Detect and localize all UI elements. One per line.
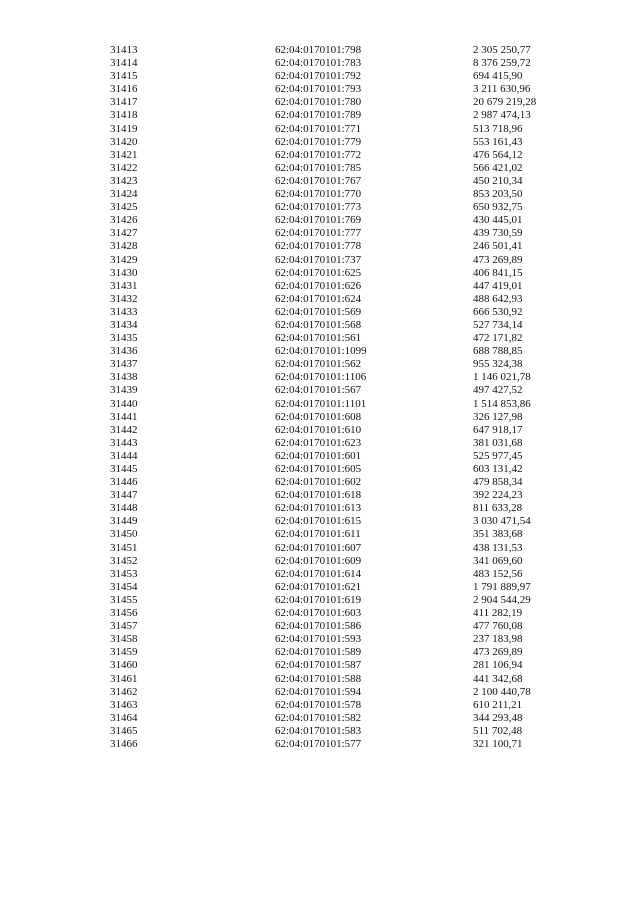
row-number-cell: 31414 — [110, 57, 138, 70]
cadastral-number-cell: 62:04:0170101:767 — [275, 174, 362, 187]
cadastral-value-cell: 497 427,52 — [473, 384, 523, 397]
row-number-cell: 31464 — [110, 711, 138, 724]
cadastral-number-cell: 62:04:0170101:626 — [275, 279, 362, 292]
table-row — [110, 463, 570, 476]
table-row — [110, 607, 570, 620]
table-row — [110, 489, 570, 502]
row-number-cell: 31445 — [110, 463, 138, 475]
row-number-cell: 31428 — [110, 240, 138, 253]
cadastral-value-cell: 955 324,38 — [473, 358, 523, 371]
table-row — [110, 123, 570, 136]
row-number-cell: 31437 — [110, 358, 138, 371]
cadastral-value-cell: 688 788,85 — [473, 345, 523, 358]
cadastral-value-cell: 351 383,68 — [473, 528, 523, 541]
cadastral-value-cell: 281 106,94 — [473, 659, 523, 672]
cadastral-value-cell: 8 376 259,72 — [473, 57, 531, 70]
cadastral-number-cell: 62:04:0170101:780 — [275, 96, 362, 109]
cadastral-value-cell: 511 702,48 — [473, 724, 523, 737]
cadastral-number-cell: 62:04:0170101:578 — [275, 698, 362, 711]
row-number-cell: 31451 — [110, 541, 138, 554]
cadastral-value-cell: 610 211,21 — [473, 698, 523, 711]
cadastral-value-cell: 694 415,90 — [473, 70, 523, 83]
cadastral-value-cell: 381 031,68 — [473, 436, 523, 449]
cadastral-value-cell: 3 030 471,54 — [473, 515, 531, 528]
table-row — [110, 70, 570, 83]
cadastral-value-cell: 603 131,42 — [473, 463, 523, 475]
cadastral-number-cell: 62:04:0170101:618 — [275, 489, 362, 502]
cadastral-value-cell: 2 987 474,13 — [473, 109, 531, 122]
cadastral-value-cell: 473 269,89 — [473, 253, 523, 266]
cadastral-value-cell: 476 564,12 — [473, 148, 523, 161]
table-row — [110, 214, 570, 227]
cadastral-value-cell: 483 152,56 — [473, 567, 523, 580]
row-number-cell: 31420 — [110, 135, 138, 148]
cadastral-number-cell: 62:04:0170101:562 — [275, 358, 362, 371]
cadastral-value-cell: 321 100,71 — [473, 737, 523, 750]
row-number-cell: 31416 — [110, 83, 138, 96]
table-row — [110, 411, 570, 424]
row-number-cell: 31462 — [110, 685, 138, 698]
table-row — [110, 162, 570, 175]
cadastral-value-cell: 3 211 630,96 — [473, 83, 531, 96]
cadastral-number-cell: 62:04:0170101:601 — [275, 449, 362, 462]
cadastral-number-cell: 62:04:0170101:605 — [275, 463, 362, 475]
table-row — [110, 502, 570, 515]
cadastral-number-cell: 62:04:0170101:773 — [275, 201, 362, 214]
cadastral-value-cell: 488 642,93 — [473, 292, 523, 305]
table-row — [110, 57, 570, 70]
cadastral-value-cell: 237 183,98 — [473, 633, 523, 646]
table-row — [110, 44, 570, 57]
table-row — [110, 725, 570, 738]
table-row — [110, 594, 570, 607]
table-row — [110, 738, 570, 751]
row-number-cell: 31433 — [110, 305, 138, 318]
cadastral-number-cell: 62:04:0170101:577 — [275, 737, 362, 750]
row-number-cell: 31460 — [110, 659, 138, 672]
row-number-cell: 31421 — [110, 148, 138, 161]
row-number-cell: 31418 — [110, 109, 138, 122]
cadastral-number-cell: 62:04:0170101:608 — [275, 410, 362, 423]
table-row — [110, 358, 570, 371]
table-row — [110, 568, 570, 581]
cadastral-value-cell: 1 791 889,97 — [473, 580, 531, 593]
cadastral-number-cell: 62:04:0170101:621 — [275, 580, 362, 593]
table-row — [110, 109, 570, 122]
table-row — [110, 306, 570, 319]
cadastral-value-cell: 2 100 440,78 — [473, 685, 531, 698]
row-number-cell: 31436 — [110, 345, 138, 358]
table-row — [110, 528, 570, 541]
cadastral-number-cell: 62:04:0170101:785 — [275, 161, 362, 174]
row-number-cell: 31459 — [110, 646, 138, 659]
row-number-cell: 31456 — [110, 607, 138, 620]
cadastral-number-cell: 62:04:0170101:586 — [275, 620, 362, 633]
cadastral-value-cell: 513 718,96 — [473, 122, 523, 135]
cadastral-value-cell: 1 514 853,86 — [473, 397, 531, 410]
row-number-cell: 31463 — [110, 698, 138, 711]
cadastral-number-cell: 62:04:0170101:610 — [275, 423, 362, 436]
row-number-cell: 31443 — [110, 436, 138, 449]
data-table — [110, 44, 570, 751]
cadastral-number-cell: 62:04:0170101:792 — [275, 70, 362, 83]
cadastral-number-cell: 62:04:0170101:737 — [275, 253, 362, 266]
row-number-cell: 31441 — [110, 410, 138, 423]
cadastral-number-cell: 62:04:0170101:588 — [275, 672, 362, 685]
table-row — [110, 686, 570, 699]
cadastral-value-cell: 246 501,41 — [473, 240, 523, 253]
table-row — [110, 424, 570, 437]
row-number-cell: 31423 — [110, 174, 138, 187]
table-row — [110, 201, 570, 214]
cadastral-number-cell: 62:04:0170101:777 — [275, 227, 362, 240]
row-number-cell: 31448 — [110, 502, 138, 515]
cadastral-number-cell: 62:04:0170101:770 — [275, 188, 362, 201]
table-row — [110, 620, 570, 633]
row-number-cell: 31427 — [110, 227, 138, 240]
cadastral-number-cell: 62:04:0170101:589 — [275, 646, 362, 659]
cadastral-value-cell: 392 224,23 — [473, 489, 523, 502]
cadastral-number-cell: 62:04:0170101:783 — [275, 57, 362, 70]
row-number-cell: 31432 — [110, 292, 138, 305]
row-number-cell: 31413 — [110, 44, 138, 56]
row-number-cell: 31422 — [110, 161, 138, 174]
table-row — [110, 83, 570, 96]
row-number-cell: 31450 — [110, 528, 138, 541]
cadastral-number-cell: 62:04:0170101:607 — [275, 541, 362, 554]
row-number-cell: 31440 — [110, 397, 138, 410]
cadastral-value-cell: 853 203,50 — [473, 188, 523, 201]
table-row — [110, 699, 570, 712]
row-number-cell: 31435 — [110, 332, 138, 345]
table-row — [110, 659, 570, 672]
row-number-cell: 31424 — [110, 188, 138, 201]
cadastral-value-cell: 411 282,19 — [473, 607, 523, 620]
cadastral-number-cell: 62:04:0170101:769 — [275, 214, 362, 227]
row-number-cell: 31444 — [110, 449, 138, 462]
row-number-cell: 31453 — [110, 567, 138, 580]
cadastral-number-cell: 62:04:0170101:1106 — [275, 371, 367, 384]
cadastral-value-cell: 447 419,01 — [473, 279, 523, 292]
cadastral-number-cell: 62:04:0170101:611 — [275, 528, 361, 541]
table-row — [110, 712, 570, 725]
cadastral-number-cell: 62:04:0170101:613 — [275, 502, 362, 515]
table-row — [110, 673, 570, 686]
table-row — [110, 542, 570, 555]
row-number-cell: 31425 — [110, 201, 138, 214]
row-number-cell: 31438 — [110, 371, 138, 384]
table-row — [110, 581, 570, 594]
row-number-cell: 31426 — [110, 214, 138, 227]
cadastral-number-cell: 62:04:0170101:587 — [275, 659, 362, 672]
cadastral-number-cell: 62:04:0170101:569 — [275, 305, 362, 318]
cadastral-number-cell: 62:04:0170101:594 — [275, 685, 362, 698]
table-row — [110, 280, 570, 293]
table-row — [110, 398, 570, 411]
row-number-cell: 31455 — [110, 593, 138, 606]
cadastral-value-cell: 553 161,43 — [473, 135, 523, 148]
cadastral-value-cell: 406 841,15 — [473, 266, 523, 279]
table-row — [110, 319, 570, 332]
cadastral-value-cell: 20 679 219,28 — [473, 96, 537, 109]
cadastral-value-cell: 430 445,01 — [473, 214, 523, 227]
row-number-cell: 31439 — [110, 384, 138, 397]
row-number-cell: 31457 — [110, 620, 138, 633]
cadastral-number-cell: 62:04:0170101:1101 — [275, 397, 367, 410]
table-row — [110, 175, 570, 188]
cadastral-number-cell: 62:04:0170101:561 — [275, 332, 362, 345]
cadastral-number-cell: 62:04:0170101:614 — [275, 567, 362, 580]
row-number-cell: 31466 — [110, 737, 138, 750]
row-number-cell: 31461 — [110, 672, 138, 685]
cadastral-number-cell: 62:04:0170101:798 — [275, 44, 362, 56]
row-number-cell: 31449 — [110, 515, 138, 528]
cadastral-number-cell: 62:04:0170101:602 — [275, 476, 362, 489]
cadastral-value-cell: 450 210,34 — [473, 174, 523, 187]
row-number-cell: 31458 — [110, 633, 138, 646]
table-row — [110, 332, 570, 345]
row-number-cell: 31442 — [110, 423, 138, 436]
cadastral-value-cell: 477 760,08 — [473, 620, 523, 633]
cadastral-number-cell: 62:04:0170101:568 — [275, 318, 362, 331]
cadastral-number-cell: 62:04:0170101:582 — [275, 711, 362, 724]
table-row — [110, 384, 570, 397]
table-row — [110, 188, 570, 201]
cadastral-number-cell: 62:04:0170101:603 — [275, 607, 362, 620]
cadastral-number-cell: 62:04:0170101:779 — [275, 135, 362, 148]
cadastral-number-cell: 62:04:0170101:593 — [275, 633, 362, 646]
row-number-cell: 31419 — [110, 122, 138, 135]
cadastral-value-cell: 441 342,68 — [473, 672, 523, 685]
cadastral-number-cell: 62:04:0170101:772 — [275, 148, 362, 161]
cadastral-number-cell: 62:04:0170101:567 — [275, 384, 362, 397]
cadastral-value-cell: 527 734,14 — [473, 318, 523, 331]
cadastral-number-cell: 62:04:0170101:624 — [275, 292, 362, 305]
table-row — [110, 345, 570, 358]
row-number-cell: 31429 — [110, 253, 138, 266]
table-row — [110, 227, 570, 240]
cadastral-number-cell: 62:04:0170101:793 — [275, 83, 362, 96]
row-number-cell: 31446 — [110, 476, 138, 489]
table-row — [110, 437, 570, 450]
table-row — [110, 515, 570, 528]
row-number-cell: 31454 — [110, 580, 138, 593]
cadastral-number-cell: 62:04:0170101:625 — [275, 266, 362, 279]
cadastral-value-cell: 811 633,28 — [473, 502, 523, 515]
row-number-cell: 31430 — [110, 266, 138, 279]
row-number-cell: 31431 — [110, 279, 138, 292]
cadastral-value-cell: 438 131,53 — [473, 541, 523, 554]
table-row — [110, 136, 570, 149]
table-row — [110, 149, 570, 162]
cadastral-value-cell: 2 904 544,29 — [473, 593, 531, 606]
cadastral-number-cell: 62:04:0170101:771 — [275, 122, 362, 135]
table-row — [110, 450, 570, 463]
cadastral-number-cell: 62:04:0170101:619 — [275, 593, 362, 606]
row-number-cell: 31465 — [110, 724, 138, 737]
cadastral-value-cell: 439 730,59 — [473, 227, 523, 240]
row-number-cell: 31415 — [110, 70, 138, 83]
cadastral-value-cell: 666 530,92 — [473, 305, 523, 318]
cadastral-value-cell: 473 269,89 — [473, 646, 523, 659]
row-number-cell: 31452 — [110, 554, 138, 567]
table-row — [110, 96, 570, 109]
cadastral-number-cell: 62:04:0170101:778 — [275, 240, 362, 253]
cadastral-number-cell: 62:04:0170101:1099 — [275, 345, 367, 358]
cadastral-number-cell: 62:04:0170101:623 — [275, 436, 362, 449]
cadastral-number-cell: 62:04:0170101:609 — [275, 554, 362, 567]
cadastral-value-cell: 566 421,02 — [473, 161, 523, 174]
row-number-cell: 31417 — [110, 96, 138, 109]
table-row — [110, 240, 570, 253]
table-row — [110, 267, 570, 280]
table-row — [110, 476, 570, 489]
table-row — [110, 555, 570, 568]
table-row — [110, 254, 570, 267]
row-number-cell: 31447 — [110, 489, 138, 502]
cadastral-value-cell: 525 977,45 — [473, 449, 523, 462]
cadastral-value-cell: 479 858,34 — [473, 476, 523, 489]
cadastral-value-cell: 647 918,17 — [473, 423, 523, 436]
cadastral-value-cell: 341 069,60 — [473, 554, 523, 567]
cadastral-number-cell: 62:04:0170101:789 — [275, 109, 362, 122]
table-row — [110, 371, 570, 384]
cadastral-number-cell: 62:04:0170101:583 — [275, 724, 362, 737]
row-number-cell: 31434 — [110, 318, 138, 331]
cadastral-value-cell: 472 171,82 — [473, 332, 523, 345]
cadastral-value-cell: 1 146 021,78 — [473, 371, 531, 384]
table-row — [110, 293, 570, 306]
cadastral-number-cell: 62:04:0170101:615 — [275, 515, 362, 528]
table-row — [110, 646, 570, 659]
table-row — [110, 633, 570, 646]
cadastral-value-cell: 326 127,98 — [473, 410, 523, 423]
cadastral-value-cell: 344 293,48 — [473, 711, 523, 724]
cadastral-value-cell: 650 932,75 — [473, 201, 523, 214]
cadastral-value-cell: 2 305 250,77 — [473, 44, 531, 56]
